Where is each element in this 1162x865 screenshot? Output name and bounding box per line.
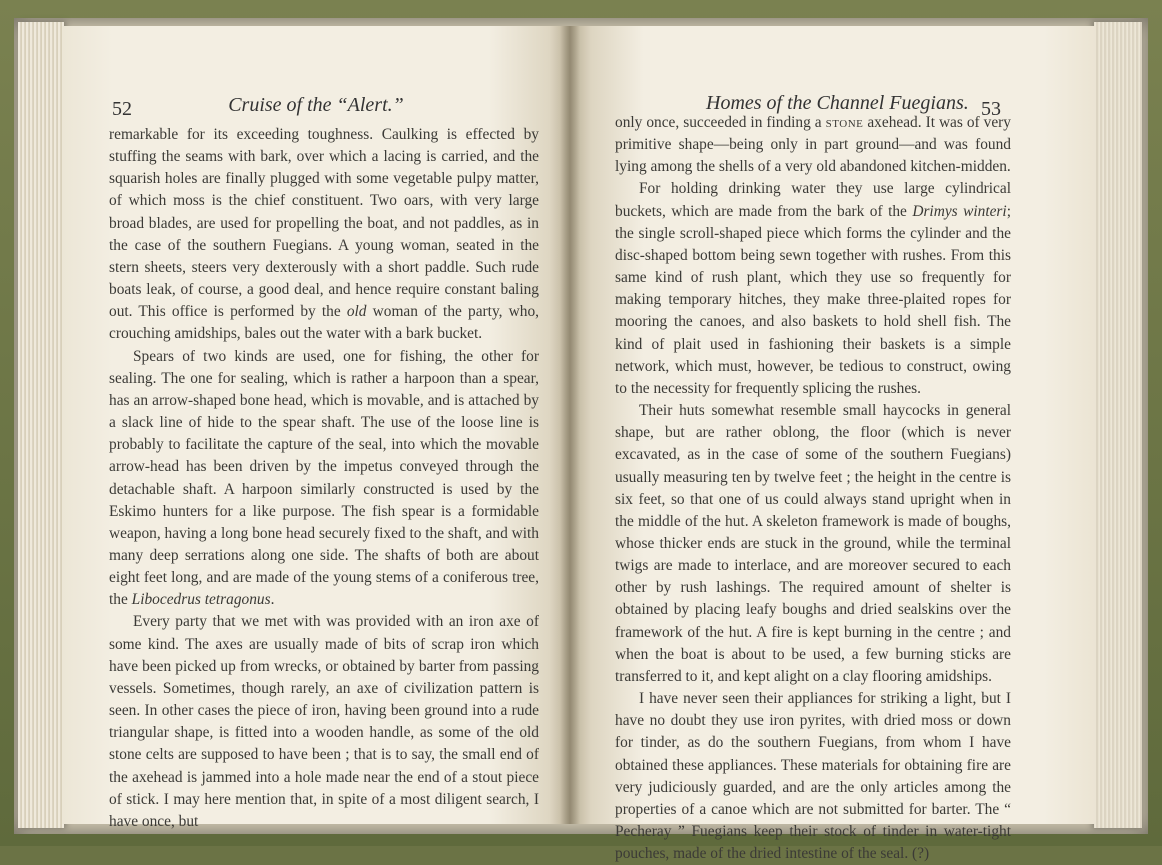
text-run: I have never seen their appliances for striking a light, but I have no doubt they use iron pyrites, with dried moss or down for tinder, as do the southern Fuegians, from whom I have obtained these appliances. These materials for obtaining fire are very judiciously guarded, and are the only articles among the properties of a canoe which are not submitted for barter. The “ Pecheray ” Fuegians keep their stock of tinder in water-tight pouches, made of the dried intestine of the seal. (?)	[615, 690, 1011, 863]
right-page-edges	[1094, 22, 1142, 828]
left-page-body	[109, 124, 539, 833]
right-page-body	[615, 112, 1011, 865]
text-run: .	[270, 591, 275, 609]
book-gutter	[560, 26, 580, 824]
italic-text: Drimys winteri	[912, 202, 1007, 220]
left-running-head: Cruise of the “Alert.”	[228, 94, 404, 116]
left-page	[62, 26, 570, 830]
text-run: only once, succeeded in finding a	[615, 114, 826, 131]
right-page-number: 53	[981, 98, 1001, 120]
text-run: ; the single scroll-shaped piece which forms the cylinder and the disc-shaped bottom being sewn together with rushes. From this same kind of rush plant, which they use so frequently for making temporary hitches, they make three-plaited ropes for mooring the canoes, and also baskets to hold shell fish. The kind of plait used in fashioning their baskets is a simple network, which must, however, be tedious to construct, owing to the necessity for frequently splicing the rushes.	[615, 202, 1011, 397]
paragraph	[615, 112, 1011, 178]
text-run: For holding drinking water they use large cylindrical buckets, which are made from the bark of the	[615, 180, 1011, 220]
paragraph	[615, 178, 1011, 400]
paragraph	[109, 124, 539, 346]
right-page	[570, 26, 1096, 863]
text-run: Every party that we met with was provided with an iron axe of some kind. The axes are usually made of bits of scrap iron which have been picked up from wrecks, or obtained by barter from passing vessels. Sometimes, though rarely, an axe of civilization pattern is seen. In other cases the piece of iron, having been ground into a rude triangular shape, is fitted into a wooden handle, as some of the old stone celts are supposed to have been ; that is to say, the small end of the axehead is jammed into a hole made near the end of a stout piece of stick. I may here mention that, in spite of a most diligent search, I have once, but	[109, 613, 539, 830]
small-caps-text: stone	[825, 114, 864, 131]
paragraph	[615, 400, 1011, 688]
text-run: Spears of two kinds are used, one for fishing, the other for sealing. The one for sealing, which is rather a harpoon than a spear, has an arrow-shaped bone head, which is movable, and is attached by a slack line of hide to the spear shaft. The use of the loose line is probably to facilitate the capture of the seal, into which the movable arrow-head has been driven by the impetus conveyed through the detachable shaft. A harpoon similarly constructed is used by the Eskimo hunters for a like purpose. The fish spear is a formidable weapon, having a long bone head securely fixed to the shaft, and with many deep serrations along one side. The shafts of both are about eight feet long, and are made of the young stems of a coniferous tree, the	[109, 347, 539, 609]
text-run: Their huts somewhat resemble small haycocks in general shape, but are rather oblong, the floor (which is never excavated, as in the case of some of the southern Fuegians) usually measuring ten by twelve feet ; the height in the centre is six feet, so that one of us could always stand upright when in the middle of the hut. A skeleton framework is made of boughs, whose thicker ends are stuck in the ground, while the terminal twigs are made to interlace, and are moreover secured to each other by rush lashings. The required amount of shelter is obtained by placing leafy boughs and dried sealskins over the framework of the hut. A fire is kept burning in the centre ; and when the boat is about to be used, a few burning sticks are transferred to it, and kept alight on a clay flooring amidships.	[615, 402, 1011, 685]
paragraph	[109, 346, 539, 612]
paragraph	[109, 611, 539, 833]
text-run: woman of the party, who, crouching amidships, bales out the water with a bark bucket.	[109, 303, 539, 343]
left-page-edges	[18, 22, 64, 828]
text-run: remarkable for its exceeding toughness. Caulking is effected by stuffing the seams with bark, over which a lacing is carried, and the squarish holes are finally plugged with some vegetable pulpy matter, of which moss is the chief constituent. Two oars, with very large broad blades, are used for propelling the boat, and not paddles, as in the case of the southern Fuegians. A young woman, seated in the stern sheets, steers very dexterously with a short paddle. Such rude boats leak, of course, a good deal, and hence require constant baling out. This office is performed by the	[109, 126, 539, 321]
italic-text: Libocedrus tetragonus	[131, 591, 271, 609]
paragraph	[615, 688, 1011, 865]
left-page-number: 52	[112, 98, 132, 120]
italic-text: old	[346, 303, 367, 321]
right-running-head: Homes of the Channel Fuegians.	[706, 92, 969, 114]
text-run: axehead. It was of very primitive shape—being only in part ground—and was found lying among the shells of a very old abandoned kitchen-midden.	[615, 114, 1011, 176]
